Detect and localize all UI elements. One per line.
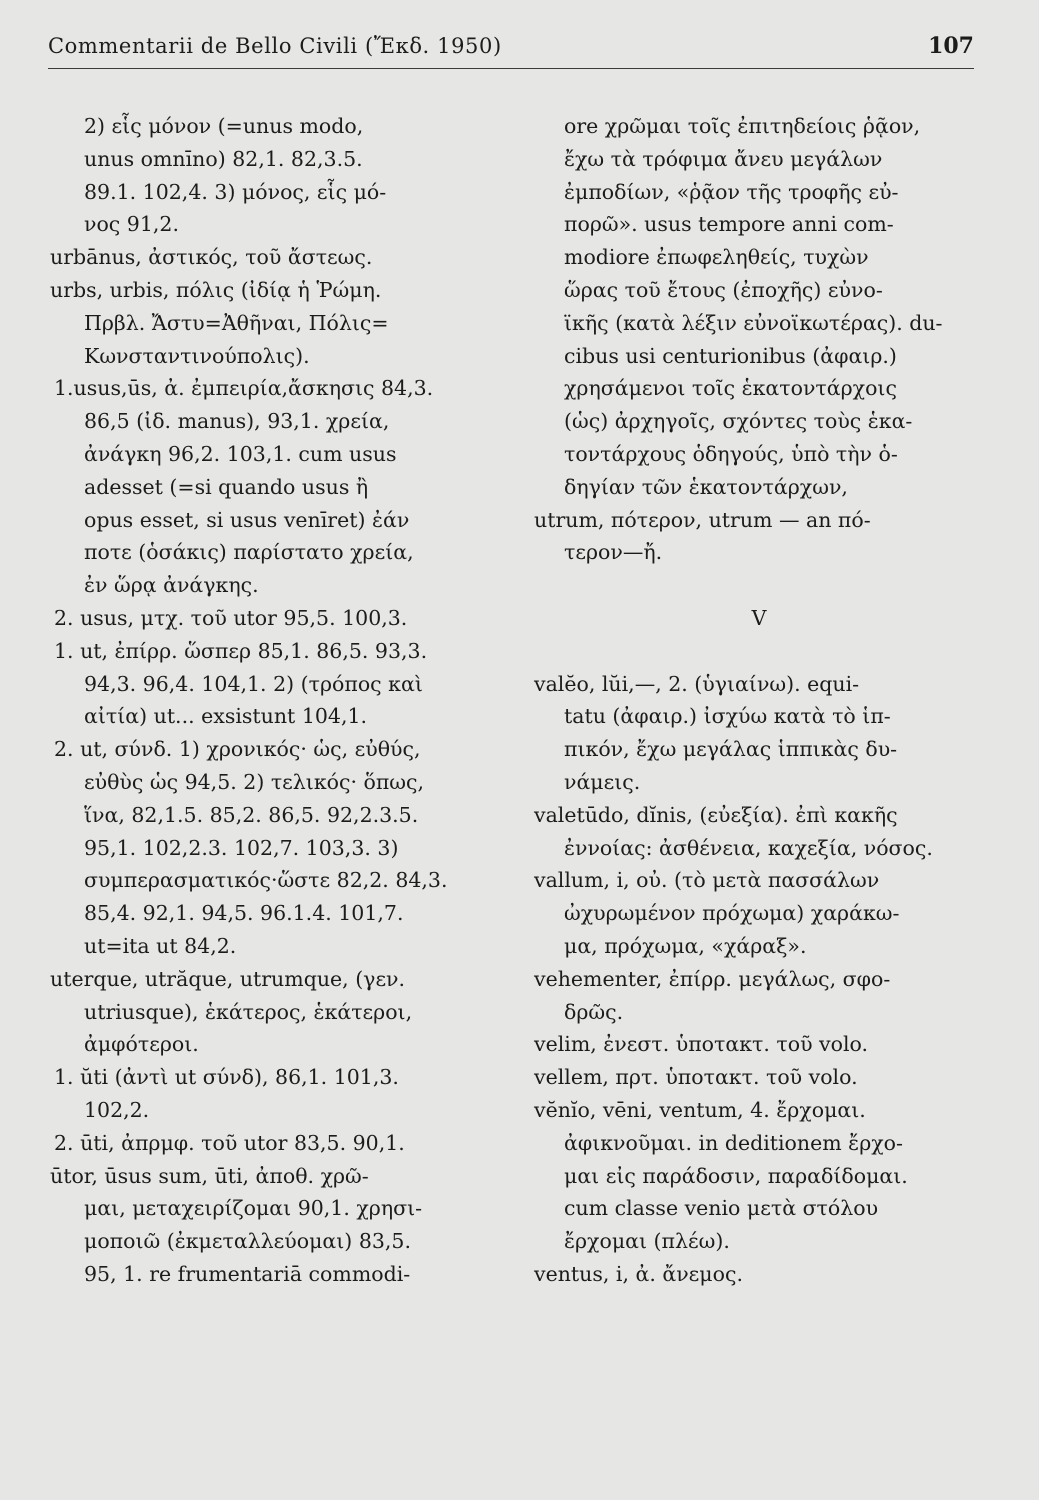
entry-headword-line: 2. ūti, ἀπρμφ. τοῦ utor 83,5. 90,1.	[54, 1130, 405, 1155]
page-number: 107	[928, 33, 974, 59]
text-line: νάμεις.	[564, 769, 641, 794]
entry-headword-line: 1.usus,ūs, ἀ. ἐμπειρία,ἄσκησις 84,3.	[54, 376, 434, 401]
text-line: ἐν ὥρᾳ ἀνάγκης.	[84, 573, 259, 598]
text-line: 89.1. 102,4. 3) μόνος, εἷς μό-	[84, 179, 387, 204]
page-header	[48, 30, 974, 66]
text-line: 102,2.	[84, 1097, 150, 1122]
right-column	[534, 110, 984, 1291]
text-line: ὠχυρωμένον πρόχωμα) χαράκω-	[564, 901, 900, 926]
text-line: 85,4. 92,1. 94,5. 96.1.4. 101,7.	[84, 901, 404, 926]
text-line: 86,5 (ἰδ. manus), 93,1. χρεία,	[84, 409, 390, 434]
text-line: δηγίαν τῶν ἑκατοντάρχων,	[564, 474, 848, 499]
text-line: adesset (=si quando usus ἢ	[84, 474, 369, 499]
text-line: εὐθὺς ὡς 94,5. 2) τελικός· ὅπως,	[84, 769, 425, 794]
blank-line	[534, 635, 984, 668]
text-line: utriusque), ἑκάτερος, ἑκάτεροι,	[84, 999, 413, 1024]
text-line: συμπερασματικός·ὥστε 82,2. 84,3.	[84, 868, 448, 893]
text-line: 95,1. 102,2.3. 102,7. 103,3. 3)	[84, 835, 399, 860]
text-line: ἀνάγκη 96,2. 103,1. cum usus	[84, 441, 397, 466]
left-column	[50, 110, 512, 1291]
text-line: (ὡς) ἀρχηγοῖς, σχόντες τοὺς ἑκα-	[564, 409, 913, 434]
entry-headword-line: valĕo, lŭi,—, 2. (ὑγιαίνω). equi-	[534, 671, 860, 696]
text-line: ore χρῶμαι τοῖς ἐπιτηδείοις ῥᾷον,	[564, 114, 921, 138]
text-line: ἀφικνοῦμαι. in deditionem ἔρχο-	[564, 1130, 903, 1155]
entry-headword-line: velim, ἐνεστ. ὑποτακτ. τοῦ volo.	[534, 1032, 869, 1057]
entry-headword-line: uterque, utrăque, utrumque, (γεν.	[50, 966, 406, 991]
text-line: μαι εἰς παράδοσιν, παραδίδομαι.	[564, 1163, 908, 1188]
entry-headword-line: 1. ut, ἐπίρρ. ὥσπερ 85,1. 86,5. 93,3.	[54, 638, 428, 663]
text-line: ἔχω τὰ τρόφιμα ἄνευ μεγάλων	[564, 146, 883, 171]
entry-headword-line: vĕnĭo, vēni, ventum, 4. ἔρχομαι.	[534, 1097, 866, 1122]
text-line: 2) εἷς μόνον (=unus modo,	[84, 114, 364, 138]
text-line: ὥρας τοῦ ἔτους (ἐποχῆς) εὐνο-	[564, 277, 883, 302]
text-line: μαι, μεταχειρίζομαι 90,1. χρησι-	[84, 1196, 423, 1221]
text-line: αἰτία) ut... exsistunt 104,1.	[84, 704, 368, 729]
text-line: τερον—ἤ.	[564, 540, 663, 565]
entry-headword-line: 1. ŭti (ἀντὶ ut σύνδ), 86,1. 101,3.	[54, 1065, 399, 1090]
text-line: ἀμφότεροι.	[84, 1032, 199, 1057]
entry-headword-line: valetūdo, dĭnis, (εὐεξία). ἐπὶ κακῆς	[534, 802, 898, 827]
text-line: modiore ἐπωφεληθείς, τυχὼν	[564, 245, 869, 270]
entry-headword-line: 2. usus, μτχ. τοῦ utor 95,5. 100,3.	[54, 605, 408, 630]
text-line: μοποιῶ (ἐκμεταλλεύομαι) 83,5.	[84, 1229, 411, 1254]
text-line: cum classe venio μετὰ στόλου	[564, 1196, 879, 1221]
text-line: ἵνα, 82,1.5. 85,2. 86,5. 92,2.3.5.	[84, 802, 419, 827]
entry-headword-line: urbānus, ἀστικός, τοῦ ἄστεως.	[50, 245, 373, 270]
text-line: ϊκῆς (κατὰ λέξιν εὐνοϊκωτέρας). du-	[564, 310, 943, 335]
text-line: χρησάμενοι τοῖς ἑκατοντάρχοις	[564, 376, 897, 401]
header-rule	[48, 68, 974, 69]
text-line: Κωνσταντινούπολις).	[84, 343, 310, 368]
text-line: μα, πρόχωμα, «χάραξ».	[564, 933, 807, 958]
text-line: πικόν, ἔχω μεγάλας ἱππικὰς δυ-	[564, 737, 898, 762]
text-line: 95, 1. re frumentariā commodi-	[84, 1261, 411, 1286]
text-line: ἐννοίας: ἀσθένεια, καχεξία, νόσος.	[564, 835, 933, 860]
blank-line	[534, 569, 984, 602]
entry-headword-line: urbs, urbis, πόλις (ἰδίᾳ ἡ Ῥώμη.	[50, 277, 382, 302]
text-line: opus esset, si usus venīret) ἐάν	[84, 507, 410, 532]
entry-headword-line: ventus, i, ἀ. ἄνεμος.	[534, 1261, 743, 1286]
entry-headword-line: utrum, πότερον, utrum — an πό-	[534, 507, 871, 532]
text-line: ἐμποδίων, «ῥᾷον τῆς τροφῆς εὐ-	[564, 179, 899, 204]
text-line: tatu (ἀφαιρ.) ἰσχύω κατὰ τὸ ἱπ-	[564, 704, 891, 729]
text-line: νος 91,2.	[84, 212, 179, 237]
text-line: Πρβλ. Ἄστυ=Ἀθῆναι, Πόλις=	[84, 310, 389, 335]
running-title: Commentarii de Bello Civili (Ἔκδ. 1950)	[48, 34, 502, 58]
text-line: τοντάρχους ὁδηγούς, ὑπὸ τὴν ὁ-	[564, 441, 898, 466]
text-line: unus omnīno) 82,1. 82,3.5.	[84, 146, 363, 171]
section-letter: V	[751, 605, 767, 630]
text-line: ἔρχομαι (πλέω).	[564, 1229, 730, 1254]
text-line: 94,3. 96,4. 104,1. 2) (τρόπος καὶ	[84, 671, 423, 696]
entry-headword-line: ūtor, ūsus sum, ūti, ἀποθ. χρῶ-	[50, 1163, 369, 1188]
text-line: cibus usi centurionibus (ἀφαιρ.)	[564, 343, 897, 368]
entry-headword-line: vallum, i, οὐ. (τὸ μετὰ πασσάλων	[534, 868, 880, 893]
entry-headword-line: vellem, πρτ. ὑποτακτ. τοῦ volo.	[534, 1065, 858, 1090]
text-line: ποτε (ὁσάκις) παρίστατο χρεία,	[84, 540, 414, 565]
entry-headword-line: 2. ut, σύνδ. 1) χρονικός· ὡς, εὐθύς,	[54, 737, 421, 762]
text-line: δρῶς.	[564, 999, 624, 1024]
text-line: πορῶ». usus tempore anni com-	[564, 212, 894, 237]
text-line: ut=ita ut 84,2.	[84, 933, 237, 958]
entry-headword-line: vehementer, ἐπίρρ. μεγάλως, σφο-	[534, 966, 891, 991]
